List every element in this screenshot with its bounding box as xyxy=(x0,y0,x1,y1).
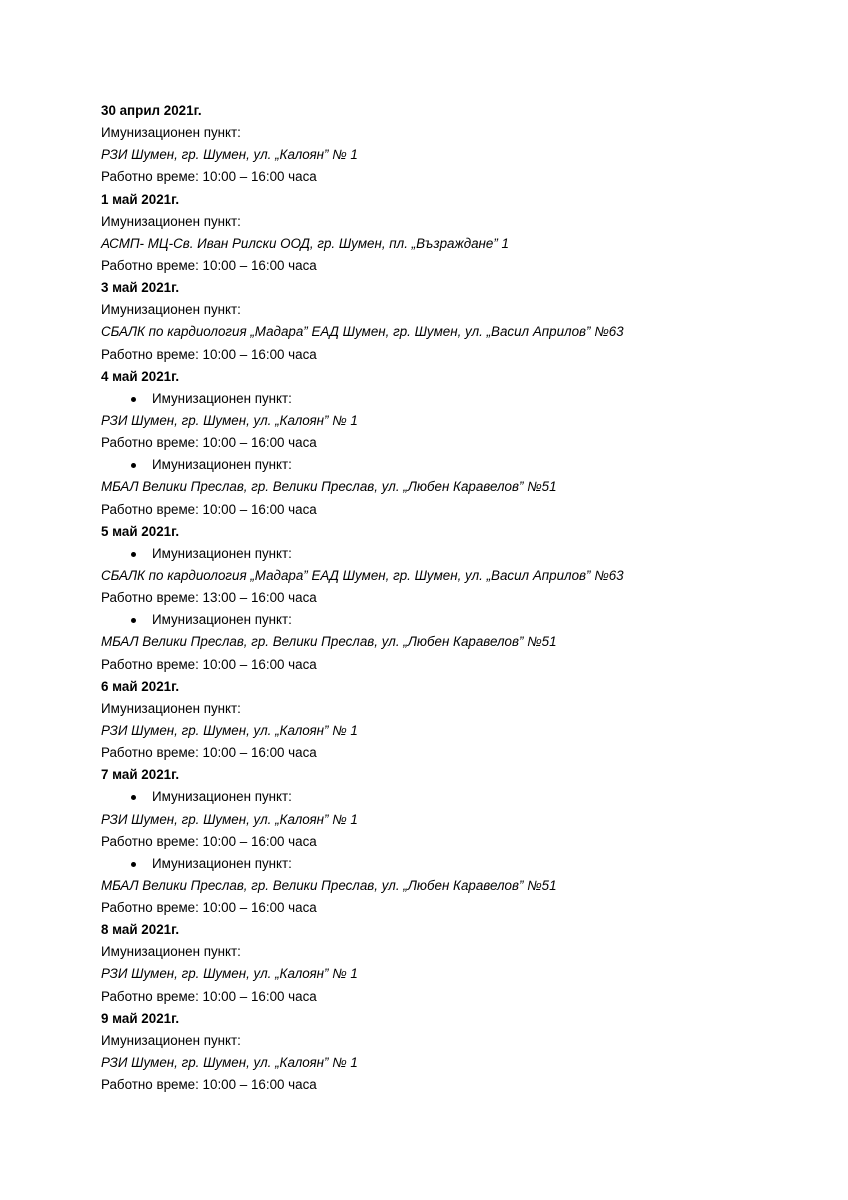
bullet-item xyxy=(101,853,801,875)
point-address: РЗИ Шумен, гр. Шумен, ул. „Калоян” № 1 xyxy=(101,147,358,163)
point-address: РЗИ Шумен, гр. Шумен, ул. „Калоян” № 1 xyxy=(101,722,358,738)
working-hours: Работно време: 10:00 – 16:00 часа xyxy=(101,501,317,517)
working-hours: Работно време: 10:00 – 16:00 часа xyxy=(101,435,317,451)
working-hours: Работно време: 10:00 – 16:00 часа xyxy=(101,346,317,362)
day-block xyxy=(101,1008,801,1097)
point-label: Имунизационен пункт: xyxy=(152,789,292,805)
day-block xyxy=(101,764,801,919)
day-block xyxy=(101,521,801,676)
bullet-item xyxy=(101,609,801,631)
point-label: Имунизационен пункт: xyxy=(101,944,241,960)
point-label: Имунизационен пункт: xyxy=(101,125,241,141)
working-hours: Работно време: 13:00 – 16:00 часа xyxy=(101,590,317,606)
point-address: МБАЛ Велики Преслав, гр. Велики Преслав, ул. „Любен Каравелов” №51 xyxy=(101,479,557,495)
point-label: Имунизационен пункт: xyxy=(152,390,292,406)
point-label: Имунизационен пункт: xyxy=(101,700,241,716)
day-block xyxy=(101,100,801,189)
working-hours: Работно време: 10:00 – 16:00 часа xyxy=(101,656,317,672)
day-date: 7 май 2021г. xyxy=(101,767,180,783)
working-hours: Работно време: 10:00 – 16:00 часа xyxy=(101,988,317,1004)
working-hours: Работно време: 10:00 – 16:00 часа xyxy=(101,833,317,849)
day-date: 4 май 2021г. xyxy=(101,368,180,384)
point-address: СБАЛК по кардиология „Мадара” ЕАД Шумен, гр. Шумен, ул. „Васил Априлов” №63 xyxy=(101,567,624,583)
day-date: 9 май 2021г. xyxy=(101,1010,180,1026)
day-block xyxy=(101,189,801,278)
bullet-item xyxy=(101,454,801,476)
bullet-dot-icon xyxy=(131,795,136,800)
day-block xyxy=(101,277,801,366)
point-address: МБАЛ Велики Преслав, гр. Велики Преслав, ул. „Любен Каравелов” №51 xyxy=(101,877,557,893)
working-hours: Работно време: 10:00 – 16:00 часа xyxy=(101,257,317,273)
point-address: РЗИ Шумен, гр. Шумен, ул. „Калоян” № 1 xyxy=(101,811,358,827)
point-label: Имунизационен пункт: xyxy=(152,612,292,628)
bullet-dot-icon xyxy=(131,397,136,402)
bullet-dot-icon xyxy=(131,463,136,468)
point-label: Имунизационен пункт: xyxy=(152,545,292,561)
working-hours: Работно време: 10:00 – 16:00 часа xyxy=(101,169,317,185)
schedule-document xyxy=(101,100,801,1096)
point-address: АСМП- МЦ-Св. Иван Рилски ООД, гр. Шумен, пл. „Възраждане” 1 xyxy=(101,235,509,251)
day-block xyxy=(101,366,801,521)
point-label: Имунизационен пункт: xyxy=(152,457,292,473)
day-date: 6 май 2021г. xyxy=(101,678,180,694)
bullet-dot-icon xyxy=(131,862,136,867)
point-address: МБАЛ Велики Преслав, гр. Велики Преслав, ул. „Любен Каравелов” №51 xyxy=(101,634,557,650)
bullet-item xyxy=(101,388,801,410)
point-address: СБАЛК по кардиология „Мадара” ЕАД Шумен, гр. Шумен, ул. „Васил Априлов” №63 xyxy=(101,324,624,340)
bullet-item xyxy=(101,786,801,808)
point-address: РЗИ Шумен, гр. Шумен, ул. „Калоян” № 1 xyxy=(101,966,358,982)
day-date: 8 май 2021г. xyxy=(101,922,180,938)
bullet-dot-icon xyxy=(131,618,136,623)
bullet-item xyxy=(101,543,801,565)
working-hours: Работно време: 10:00 – 16:00 часа xyxy=(101,900,317,916)
day-date: 3 май 2021г. xyxy=(101,280,180,296)
point-label: Имунизационен пункт: xyxy=(101,213,241,229)
point-address: РЗИ Шумен, гр. Шумен, ул. „Калоян” № 1 xyxy=(101,1055,358,1071)
point-address: РЗИ Шумен, гр. Шумен, ул. „Калоян” № 1 xyxy=(101,412,358,428)
day-date: 1 май 2021г. xyxy=(101,191,180,207)
day-block xyxy=(101,919,801,1008)
point-label: Имунизационен пункт: xyxy=(101,1032,241,1048)
day-date: 5 май 2021г. xyxy=(101,523,180,539)
point-label: Имунизационен пункт: xyxy=(152,855,292,871)
working-hours: Работно време: 10:00 – 16:00 часа xyxy=(101,1077,317,1093)
bullet-dot-icon xyxy=(131,552,136,557)
day-date: 30 април 2021г. xyxy=(101,103,202,118)
point-label: Имунизационен пункт: xyxy=(101,302,241,318)
day-block xyxy=(101,676,801,765)
working-hours: Работно време: 10:00 – 16:00 часа xyxy=(101,745,317,761)
